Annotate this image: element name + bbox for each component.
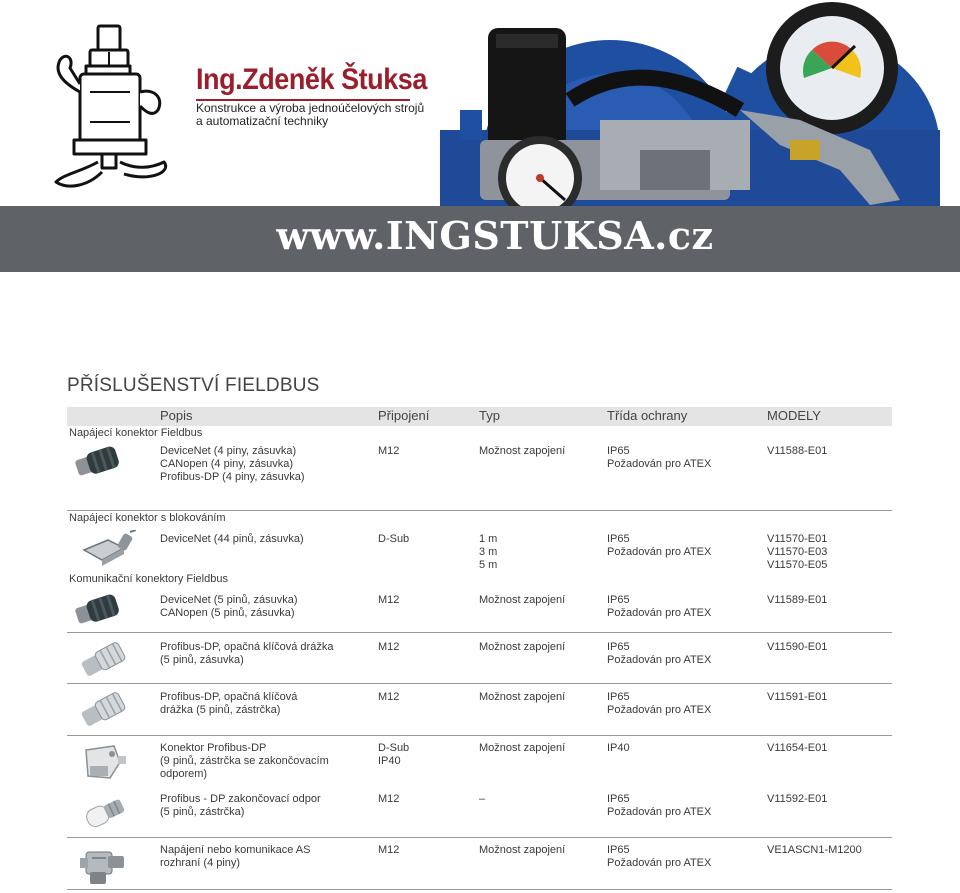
row-separator: [67, 889, 892, 890]
row-protection: IP65: [607, 594, 630, 606]
row-type: Možnost zapojení: [479, 691, 566, 703]
website-url[interactable]: www.INGSTUKSA.cz: [276, 213, 714, 258]
row-model[interactable]: V11592-E01: [767, 793, 828, 805]
row-description: Napájení nebo komunikace AS: [160, 844, 311, 856]
page-header: [0, 0, 960, 272]
row-type: –: [479, 793, 486, 805]
col-header-pripojeni: Připojení: [378, 408, 430, 423]
col-header-trida: Třída ochrany: [607, 408, 688, 423]
row-description: Profibus - DP zakončovací odpor: [160, 793, 321, 805]
row-model[interactable]: V11589-E01: [767, 594, 828, 606]
row-protection: IP65: [607, 445, 630, 457]
row-type: Možnost zapojení: [479, 844, 566, 856]
row-connection: M12: [378, 793, 400, 805]
metal-connector-icon: [78, 690, 128, 730]
row-description: Konektor Profibus-DP: [160, 742, 267, 754]
company-name: Ing.Zdeněk Štuksa: [196, 63, 427, 96]
row-protection: IP40: [607, 742, 630, 754]
dsub-connector-icon: [80, 530, 136, 572]
row-type: 5 m: [479, 559, 498, 571]
mascot-logo-icon: [40, 22, 180, 192]
row-model[interactable]: VE1ASCN1-M1200: [767, 844, 862, 856]
row-type: Možnost zapojení: [479, 594, 566, 606]
row-model[interactable]: V11570-E03: [767, 546, 828, 558]
row-description: Profibus-DP, opačná klíčová: [160, 691, 298, 703]
row-protection: IP65: [607, 793, 630, 805]
row-protection: IP65: [607, 691, 630, 703]
row-separator: [67, 683, 892, 684]
row-protection: Požadován pro ATEX: [607, 857, 712, 869]
group-label-power-connector: Napájecí konektor Fieldbus: [69, 427, 203, 439]
row-protection: Požadován pro ATEX: [607, 654, 712, 666]
row-protection: Požadován pro ATEX: [607, 546, 712, 558]
row-model[interactable]: V11591-E01: [767, 691, 828, 703]
row-protection: IP65: [607, 641, 630, 653]
metal-connector-icon: [78, 640, 128, 680]
row-separator: [67, 510, 892, 511]
col-header-modely: MODELY: [767, 408, 821, 423]
round-connector-icon: [72, 592, 122, 628]
row-description: Profibus-DP (4 piny, zásuvka): [160, 471, 305, 483]
col-header-typ: Typ: [479, 408, 500, 423]
col-header-popis: Popis: [160, 408, 193, 423]
row-description: DeviceNet (4 piny, zásuvka): [160, 445, 297, 457]
row-protection: Požadován pro ATEX: [607, 806, 712, 818]
row-description: (9 pinů, zástrčka se zakončovacím: [160, 755, 329, 767]
row-description: DeviceNet (5 pinů, zásuvka): [160, 594, 298, 606]
row-model[interactable]: V11588-E01: [767, 445, 828, 457]
row-model[interactable]: V11590-E01: [767, 641, 828, 653]
section-title: PŘÍSLUŠENSTVÍ FIELDBUS: [67, 375, 320, 396]
row-connection: M12: [378, 844, 400, 856]
row-connection: M12: [378, 641, 400, 653]
row-description: CANopen (4 piny, zásuvka): [160, 458, 294, 470]
row-separator: [67, 632, 892, 633]
group-label-communication-connectors: Komunikační konektory Fieldbus: [69, 573, 228, 585]
row-description: Profibus-DP, opačná klíčová drážka: [160, 641, 334, 653]
row-connection: M12: [378, 691, 400, 703]
round-connector-icon: [72, 444, 122, 480]
row-connection: D-Sub: [378, 533, 410, 545]
pneumatic-equipment-illustration: [400, 0, 960, 210]
row-type: Možnost zapojení: [479, 445, 566, 457]
row-description: CANopen (5 pinů, zásuvka): [160, 607, 295, 619]
row-type: Možnost zapojení: [479, 641, 566, 653]
as-interface-icon: [78, 842, 128, 886]
company-tagline-line1: Konstrukce a výroba jednoúčelových strojů: [196, 101, 425, 115]
row-protection: IP65: [607, 844, 630, 856]
row-protection: IP65: [607, 533, 630, 545]
row-type: 1 m: [479, 533, 498, 545]
row-model[interactable]: V11654-E01: [767, 742, 828, 754]
row-separator: [67, 837, 892, 838]
row-protection: Požadován pro ATEX: [607, 704, 712, 716]
terminator-icon: [82, 792, 128, 834]
row-description: rozhraní (4 piny): [160, 857, 241, 869]
row-model[interactable]: V11570-E01: [767, 533, 828, 545]
row-separator: [67, 735, 892, 736]
row-type: Možnost zapojení: [479, 742, 566, 754]
row-description: odporem): [160, 768, 208, 780]
row-protection: Požadován pro ATEX: [607, 458, 712, 470]
row-description: (5 pinů, zásuvka): [160, 654, 244, 666]
row-connection: IP40: [378, 755, 401, 767]
row-description: (5 pinů, zástrčka): [160, 806, 245, 818]
row-description: DeviceNet (44 pinů, zásuvka): [160, 533, 304, 545]
row-connection: M12: [378, 445, 400, 457]
row-type: 3 m: [479, 546, 498, 558]
row-description: drážka (5 pinů, zástrčka): [160, 704, 281, 716]
plug-connector-icon: [80, 742, 128, 784]
group-label-locking-connector: Napájecí konektor s blokováním: [69, 512, 226, 524]
row-protection: Požadován pro ATEX: [607, 607, 712, 619]
row-connection: M12: [378, 594, 400, 606]
row-model[interactable]: V11570-E05: [767, 559, 828, 571]
row-connection: D-Sub: [378, 742, 410, 754]
company-tagline-line2: a automatizační techniky: [196, 114, 329, 128]
